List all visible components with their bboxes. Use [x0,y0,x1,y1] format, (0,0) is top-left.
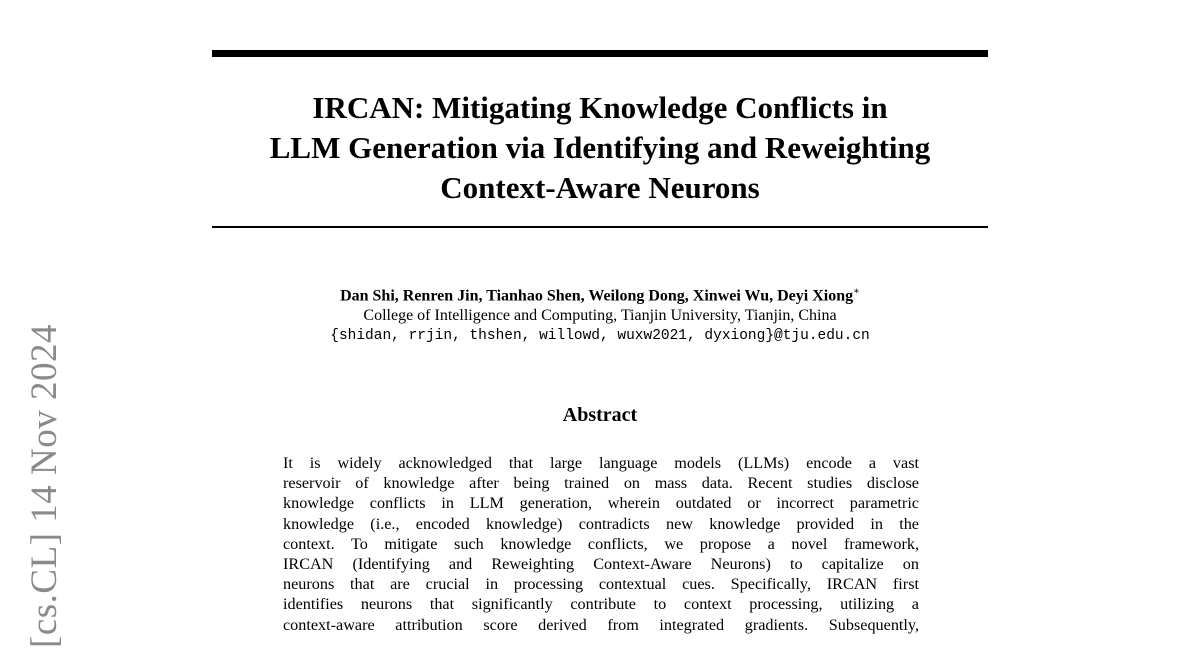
title-line: LLM Generation via Identifying and Reweighting [269,130,931,165]
abstract-line: context. To mitigate such knowledge conflicts, we propose a novel framework, [283,534,919,553]
abstract-line: IRCAN (Identifying and Reweighting Context-Aware Neurons) to capitalize on [283,555,919,574]
abstract-line: reservoir of knowledge after being trained on mass data. Recent studies disclose [283,474,919,493]
abstract-line: identifies neurons that significantly contribute to context processing, utilizing a [283,595,919,614]
abstract-line: It is widely acknowledged that large language models (LLMs) encode a vast [283,454,919,472]
abstract-line: knowledge (i.e., encoded knowledge) contradicts new knowledge provided in the [283,514,919,533]
title-line: IRCAN: Mitigating Knowledge Conflicts in [312,90,888,125]
author-names [212,282,988,306]
title-line: Context-Aware Neurons [440,170,760,205]
title-top-rule [212,50,988,57]
title-bottom-rule [212,226,988,228]
arxiv-side-stamp: [cs.CL] 14 Nov 2024 [24,324,65,648]
abstract-line: context-aware attribution score derived from integrated gradients. Subsequently, [283,615,919,634]
abstract-line: knowledge conflicts in LLM generation, wherein outdated or incorrect parametric [283,494,919,513]
author-list: Dan Shi, Renren Jin, Tianhao Shen, Weilong Dong, Xinwei Wu, Deyi Xiong [340,287,854,305]
affiliation: College of Intelligence and Computing, Tianjin University, Tianjin, China [363,307,837,325]
author-block [212,282,988,346]
corresponding-author-mark: ∗ [853,286,860,297]
abstract-line: neurons that are crucial in processing contextual cues. Specifically, IRCAN first [283,575,919,594]
abstract-heading: Abstract [562,404,638,426]
paper-title [212,88,988,208]
author-emails: {shidan, rrjin, thshen, willowd, wuxw2021, dyxiong}@tju.edu.cn [330,328,870,345]
abstract-body [283,453,919,635]
